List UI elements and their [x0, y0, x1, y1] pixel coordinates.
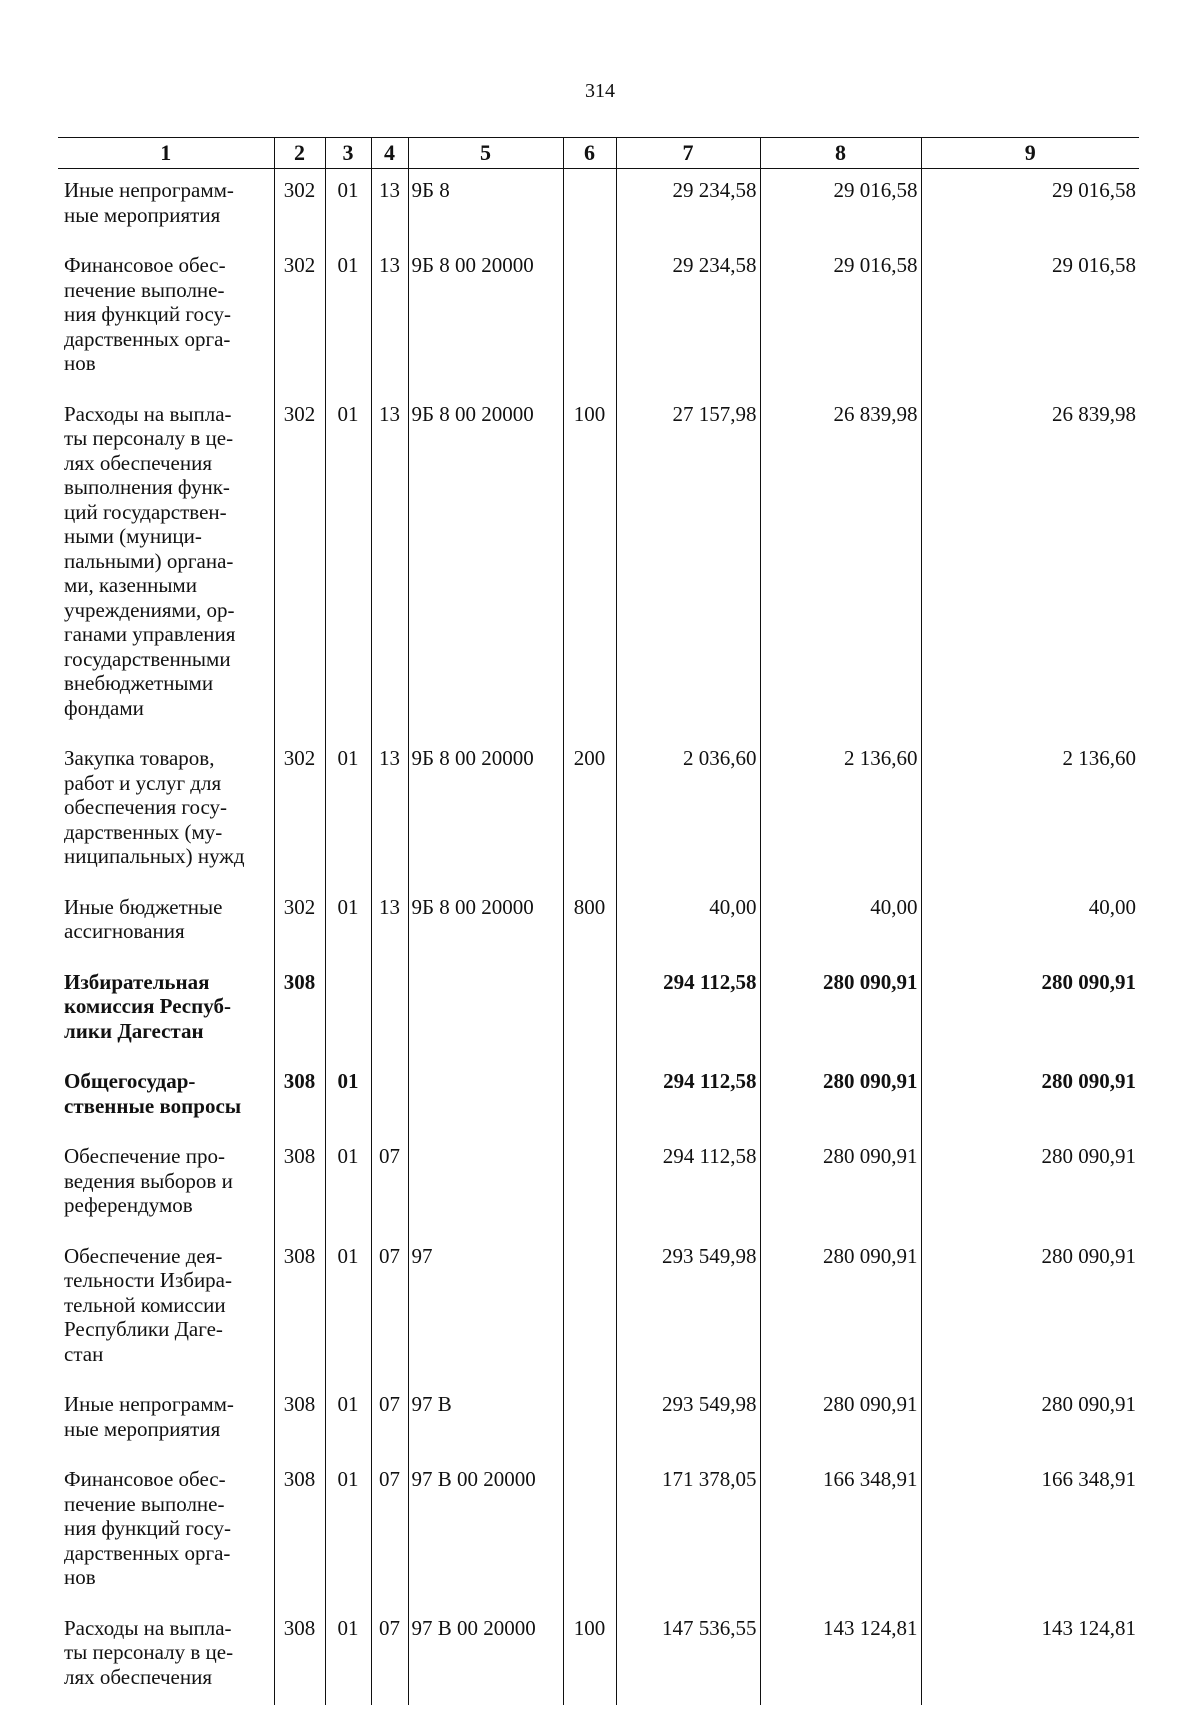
cell-code-2: 308	[274, 1135, 325, 1235]
cell-code-5: 9Б 8 00 20000	[408, 244, 563, 393]
cell-code-5: 97	[408, 1235, 563, 1384]
column-header: 5	[408, 138, 563, 169]
cell-amount-7: 40,00	[616, 886, 760, 961]
cell-amount-7: 29 234,58	[616, 244, 760, 393]
cell-code-2: 308	[274, 1607, 325, 1706]
table-row	[58, 886, 1139, 961]
row-name: Расходы на выпла- ты персоналу в це- лях обеспечения	[58, 1607, 274, 1706]
table-row	[58, 961, 1139, 1061]
cell-amount-9: 40,00	[921, 886, 1139, 961]
cell-amount-8: 26 839,98	[760, 393, 921, 738]
table-row	[58, 1383, 1139, 1458]
column-header: 3	[325, 138, 371, 169]
table-row	[58, 1458, 1139, 1607]
cell-amount-8: 166 348,91	[760, 1458, 921, 1607]
cell-code-5	[408, 1135, 563, 1235]
table-row	[58, 169, 1139, 245]
column-header: 7	[616, 138, 760, 169]
cell-code-3: 01	[325, 169, 371, 245]
cell-amount-8: 280 090,91	[760, 961, 921, 1061]
row-name: Иные непрограмм- ные мероприятия	[58, 169, 274, 245]
cell-code-2: 308	[274, 1235, 325, 1384]
cell-amount-8: 280 090,91	[760, 1235, 921, 1384]
row-name: Избирательная комиссия Респуб- лики Дагестан	[58, 961, 274, 1061]
cell-amount-9: 280 090,91	[921, 1135, 1139, 1235]
cell-code-3: 01	[325, 1060, 371, 1135]
cell-amount-9: 280 090,91	[921, 961, 1139, 1061]
table-row	[58, 737, 1139, 886]
cell-code-6: 200	[563, 737, 616, 886]
cell-code-5: 97 В	[408, 1383, 563, 1458]
cell-code-5: 97 В 00 20000	[408, 1458, 563, 1607]
cell-code-3: 01	[325, 1607, 371, 1706]
column-header: 1	[58, 138, 274, 169]
column-header: 6	[563, 138, 616, 169]
column-header: 8	[760, 138, 921, 169]
row-name: Обеспечение про- ведения выборов и референдумов	[58, 1135, 274, 1235]
cell-amount-8: 29 016,58	[760, 169, 921, 245]
cell-amount-8: 280 090,91	[760, 1060, 921, 1135]
cell-amount-9: 2 136,60	[921, 737, 1139, 886]
cell-code-6: 100	[563, 393, 616, 738]
row-name: Финансовое обес- печение выполне- ния функций госу- дарственных орга- нов	[58, 244, 274, 393]
cell-code-6	[563, 1458, 616, 1607]
cell-code-4	[371, 1060, 408, 1135]
row-name: Иные непрограмм- ные мероприятия	[58, 1383, 274, 1458]
cell-amount-7: 294 112,58	[616, 961, 760, 1061]
cell-code-4: 13	[371, 393, 408, 738]
cell-code-3: 01	[325, 1135, 371, 1235]
cell-amount-8: 40,00	[760, 886, 921, 961]
cell-code-6	[563, 1235, 616, 1384]
cell-code-3: 01	[325, 737, 371, 886]
cell-code-3	[325, 961, 371, 1061]
cell-amount-7: 294 112,58	[616, 1060, 760, 1135]
cell-amount-9: 280 090,91	[921, 1383, 1139, 1458]
row-name: Общегосудар- ственные вопросы	[58, 1060, 274, 1135]
cell-code-2: 308	[274, 1383, 325, 1458]
table-row	[58, 1607, 1139, 1706]
cell-code-6	[563, 1135, 616, 1235]
table-body	[58, 169, 1139, 1706]
cell-code-4: 13	[371, 737, 408, 886]
cell-code-4: 07	[371, 1458, 408, 1607]
cell-code-3: 01	[325, 393, 371, 738]
cell-code-6: 800	[563, 886, 616, 961]
budget-table	[58, 137, 1139, 1705]
cell-code-2: 308	[274, 1458, 325, 1607]
cell-code-5: 9Б 8 00 20000	[408, 393, 563, 738]
row-name: Обеспечение дея- тельности Избира- тельной комиссии Республики Даге- стан	[58, 1235, 274, 1384]
cell-amount-8: 29 016,58	[760, 244, 921, 393]
column-header: 9	[921, 138, 1139, 169]
cell-code-4: 07	[371, 1135, 408, 1235]
cell-code-6	[563, 169, 616, 245]
row-name: Финансовое обес- печение выполне- ния функций госу- дарственных орга- нов	[58, 1458, 274, 1607]
cell-code-5: 97 В 00 20000	[408, 1607, 563, 1706]
cell-code-5: 9Б 8 00 20000	[408, 737, 563, 886]
cell-code-4: 07	[371, 1235, 408, 1384]
cell-code-6	[563, 961, 616, 1061]
table-row	[58, 244, 1139, 393]
cell-code-3: 01	[325, 244, 371, 393]
cell-amount-7: 171 378,05	[616, 1458, 760, 1607]
cell-code-5	[408, 1060, 563, 1135]
cell-amount-9: 29 016,58	[921, 244, 1139, 393]
cell-amount-9: 26 839,98	[921, 393, 1139, 738]
cell-code-4: 13	[371, 244, 408, 393]
cell-code-5	[408, 961, 563, 1061]
cell-code-5: 9Б 8 00 20000	[408, 886, 563, 961]
cell-code-6: 100	[563, 1607, 616, 1706]
cell-code-5: 9Б 8	[408, 169, 563, 245]
cell-code-4: 07	[371, 1607, 408, 1706]
cell-amount-9: 143 124,81	[921, 1607, 1139, 1706]
column-header: 2	[274, 138, 325, 169]
cell-code-2: 302	[274, 169, 325, 245]
row-name: Закупка товаров, работ и услуг для обеспечения госу- дарственных (му- ниципальных) нужд	[58, 737, 274, 886]
cell-code-3: 01	[325, 886, 371, 961]
row-name: Иные бюджетные ассигнования	[58, 886, 274, 961]
cell-amount-7: 294 112,58	[616, 1135, 760, 1235]
cell-amount-7: 2 036,60	[616, 737, 760, 886]
cell-amount-9: 280 090,91	[921, 1060, 1139, 1135]
page-number: 314	[585, 80, 615, 102]
cell-code-6	[563, 1060, 616, 1135]
cell-code-3: 01	[325, 1235, 371, 1384]
table-row	[58, 1135, 1139, 1235]
cell-amount-8: 143 124,81	[760, 1607, 921, 1706]
cell-code-2: 302	[274, 886, 325, 961]
cell-code-4	[371, 961, 408, 1061]
cell-amount-8: 280 090,91	[760, 1135, 921, 1235]
table-row	[58, 393, 1139, 738]
cell-code-4: 13	[371, 886, 408, 961]
table-header-row	[58, 138, 1139, 169]
cell-code-6	[563, 244, 616, 393]
cell-amount-9: 29 016,58	[921, 169, 1139, 245]
cell-amount-7: 147 536,55	[616, 1607, 760, 1706]
cell-code-2: 308	[274, 961, 325, 1061]
cell-code-2: 308	[274, 1060, 325, 1135]
cell-amount-9: 280 090,91	[921, 1235, 1139, 1384]
cell-code-2: 302	[274, 737, 325, 886]
column-header: 4	[371, 138, 408, 169]
cell-amount-7: 293 549,98	[616, 1235, 760, 1384]
table-row	[58, 1060, 1139, 1135]
cell-amount-7: 27 157,98	[616, 393, 760, 738]
table-row	[58, 1235, 1139, 1384]
cell-amount-7: 29 234,58	[616, 169, 760, 245]
cell-code-4: 13	[371, 169, 408, 245]
cell-code-3: 01	[325, 1458, 371, 1607]
cell-amount-8: 280 090,91	[760, 1383, 921, 1458]
cell-amount-8: 2 136,60	[760, 737, 921, 886]
cell-amount-9: 166 348,91	[921, 1458, 1139, 1607]
cell-code-2: 302	[274, 393, 325, 738]
row-name: Расходы на выпла- ты персоналу в це- лях обеспечения выполнения функ- ций государствен- ными (муници- пальными) органа- ми, казенными учреждениями, ор- ганами управления государственными внебюджетными фондами	[58, 393, 274, 738]
cell-code-4: 07	[371, 1383, 408, 1458]
cell-amount-7: 293 549,98	[616, 1383, 760, 1458]
cell-code-3: 01	[325, 1383, 371, 1458]
cell-code-2: 302	[274, 244, 325, 393]
cell-code-6	[563, 1383, 616, 1458]
